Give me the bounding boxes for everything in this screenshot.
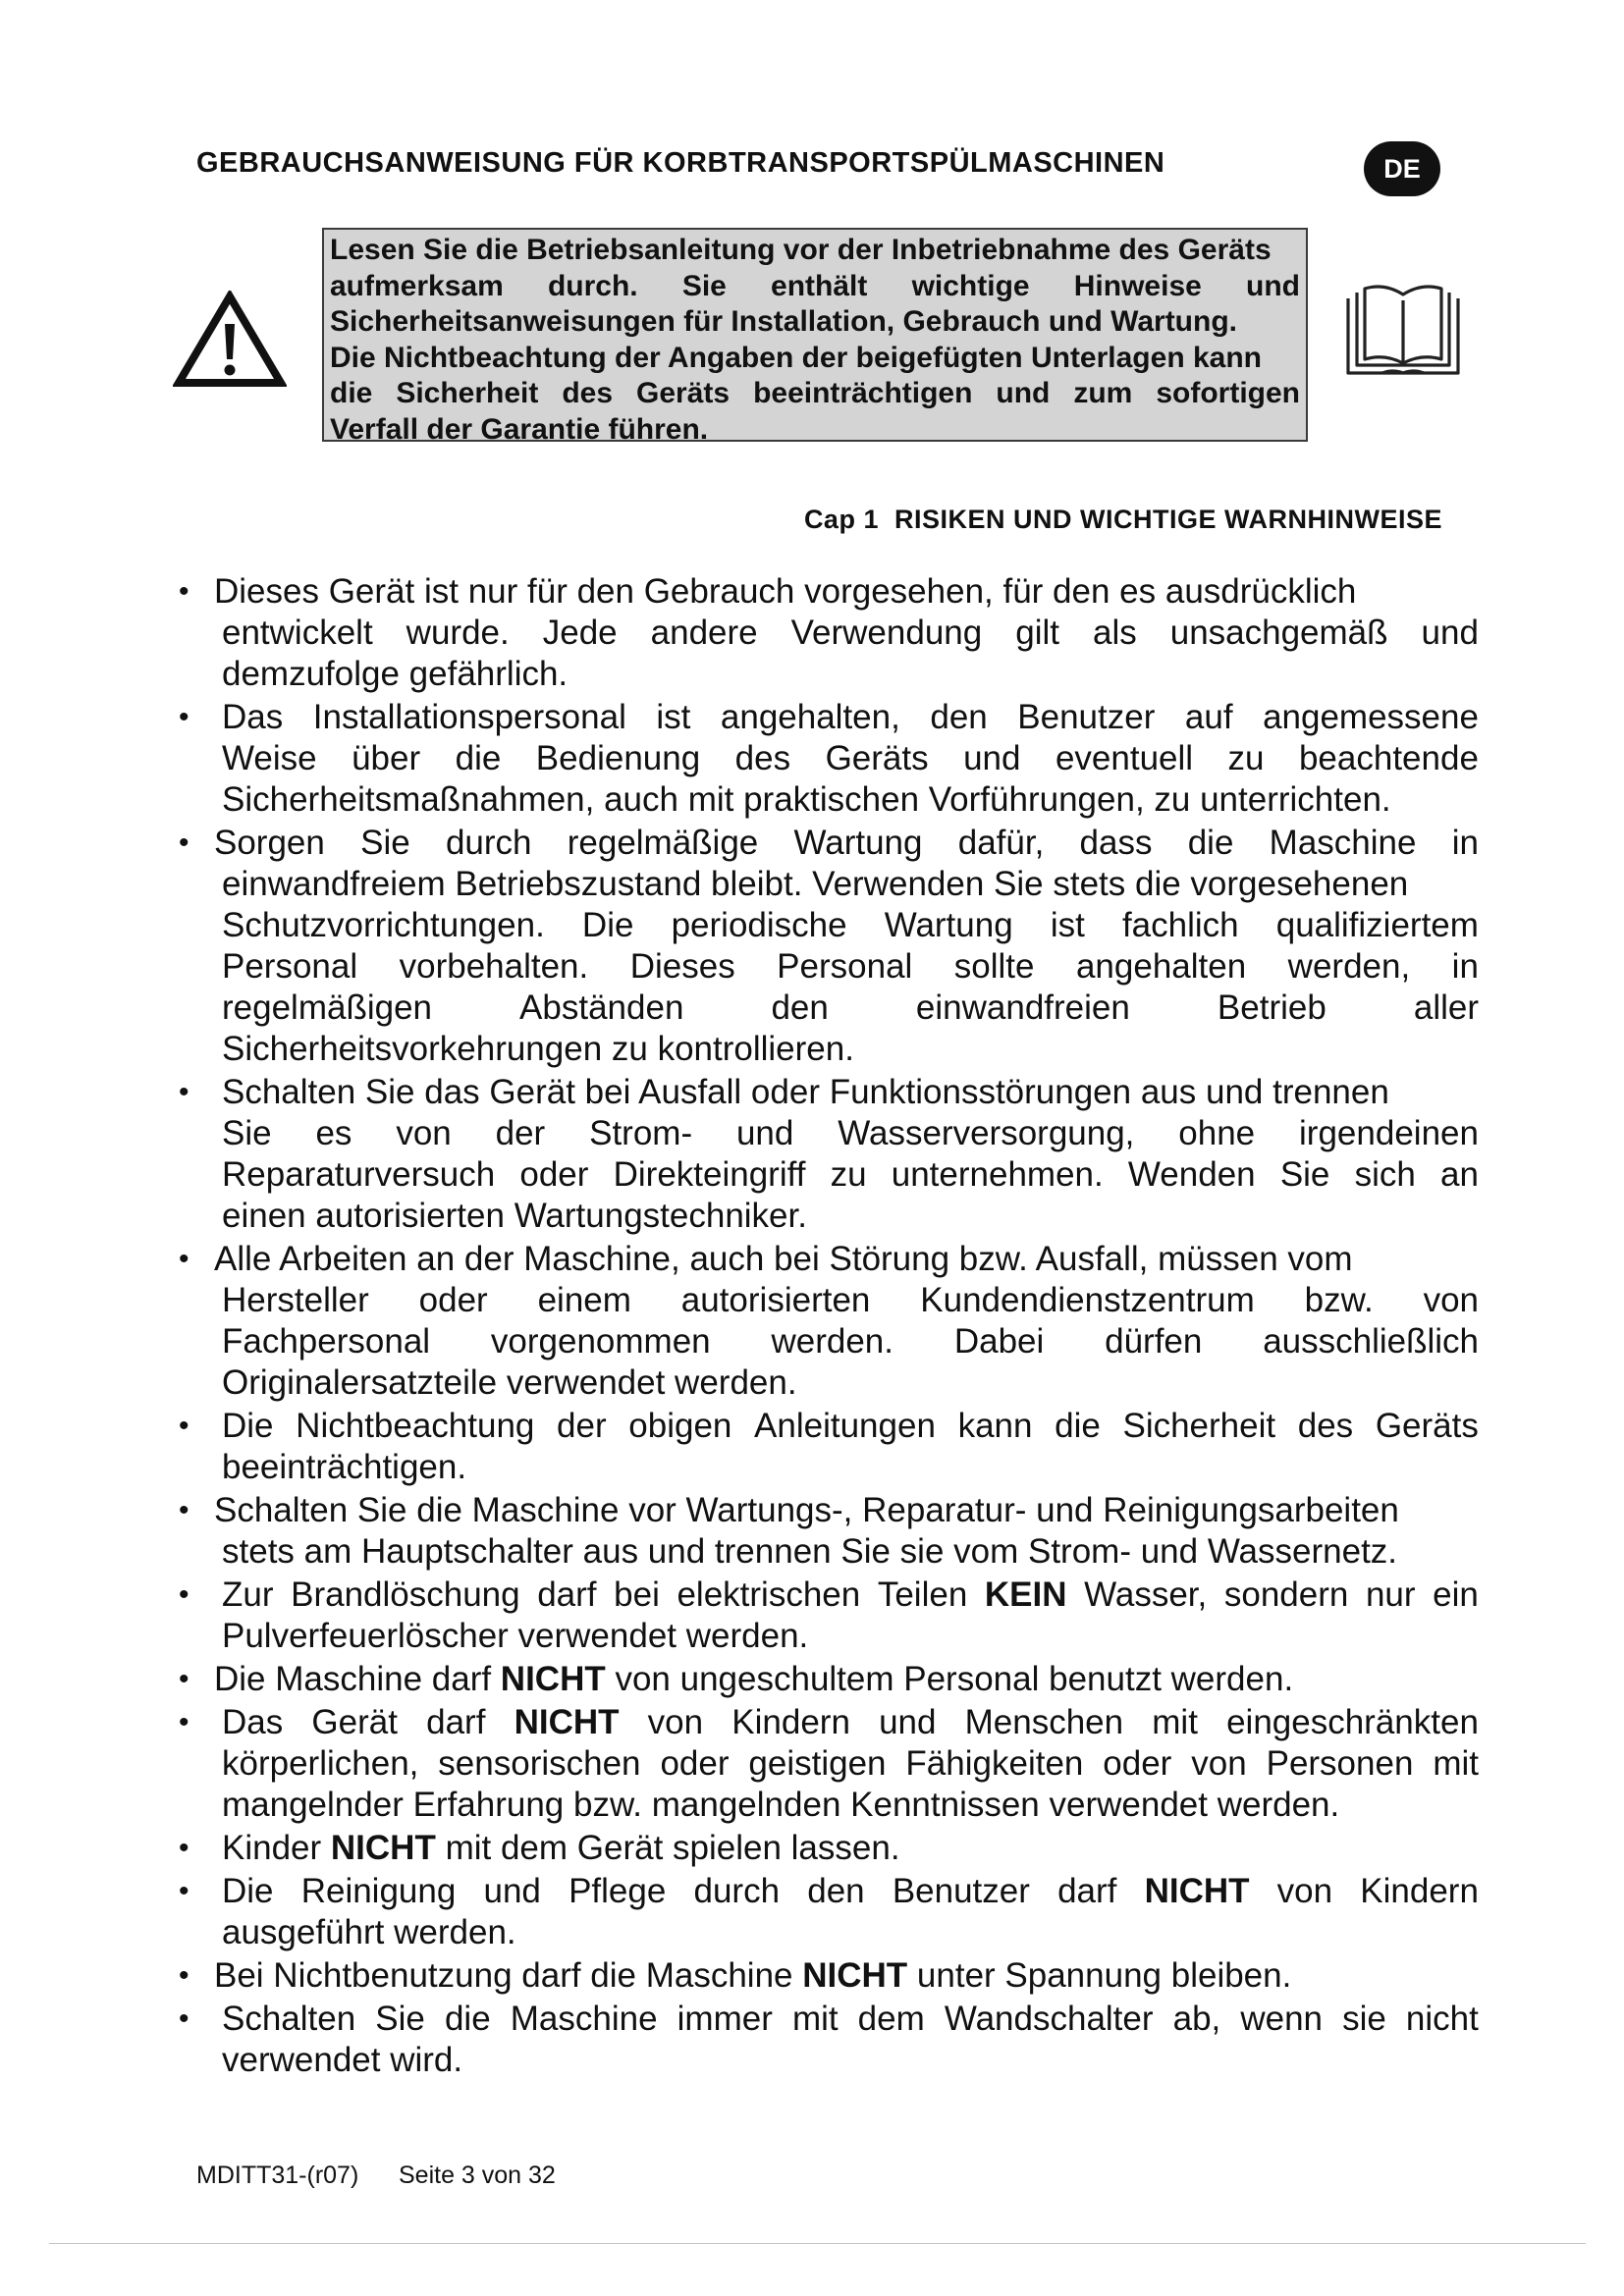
open-book-icon [1343, 277, 1463, 383]
notice-box [322, 228, 1308, 442]
list-item-line: Personal vorbehalten. Dieses Personal sollte angehalten werden, in [222, 947, 1479, 986]
bullet-marker: • [179, 2002, 189, 2035]
list-item [173, 823, 1479, 1070]
bullet-marker: • [179, 827, 189, 859]
language-badge: DE [1364, 141, 1440, 196]
document-title: GEBRAUCHSANWEISUNG FÜR KORBTRANSPORTSPÜLMASCHINEN [196, 147, 1165, 179]
list-item-line: Zur Brandlöschung darf bei elektrischen Teilen KEIN Wasser, sondern nur ein [222, 1575, 1479, 1614]
list-item-line: Sicherheitsvorkehrungen zu kontrollieren. [222, 1030, 854, 1068]
list-item-line: Sie es von der Strom- und Wasserversorgung, ohne irgendeinen [222, 1114, 1479, 1152]
footer-page-number: Seite 3 von 32 [399, 2162, 556, 2189]
list-item [173, 1490, 1479, 1573]
list-item-line: verwendet wird. [222, 2041, 463, 2079]
notice-line: Die Nichtbeachtung der Angaben der beigefügten Unterlagen kann [330, 341, 1262, 374]
list-item-line: Fachpersonal vorgenommen werden. Dabei dürfen ausschließlich [222, 1322, 1479, 1361]
bullet-marker: • [179, 1959, 189, 1992]
notice-line: Lesen Sie die Betriebsanleitung vor der Inbetriebnahme des Geräts [330, 234, 1272, 266]
list-item-line: einwandfreiem Betriebszustand bleibt. Verwenden Sie stets die vorgesehenen [222, 865, 1409, 903]
list-item [173, 1871, 1479, 1953]
list-item [173, 1406, 1479, 1488]
footer-divider [49, 2243, 1586, 2244]
footer-document-id: MDITT31-(r07) [196, 2162, 359, 2189]
chapter-title: RISIKEN UND WICHTIGE WARNHINWEISE [893, 505, 1442, 534]
list-item-line: Schalten Sie die Maschine immer mit dem Wandschalter ab, wenn sie nicht [222, 2000, 1479, 2038]
bullet-marker: • [179, 1832, 189, 1864]
list-item-line: Pulverfeuerlöscher verwendet werden. [222, 1617, 809, 1655]
list-item-line: Originalersatzteile verwendet werden. [222, 1363, 797, 1402]
list-item-line: Schalten Sie die Maschine vor Wartungs-, Reparatur- und Reinigungsarbeiten [214, 1491, 1399, 1529]
list-item [173, 1575, 1479, 1657]
list-item-line: Weise über die Bedienung des Geräts und eventuell zu beachtende [222, 739, 1479, 777]
list-item-line: Reparaturversuch oder Direkteingriff zu unternehmen. Wenden Sie sich an [222, 1155, 1479, 1194]
list-item [173, 1999, 1479, 2081]
list-item-line: Dieses Gerät ist nur für den Gebrauch vorgesehen, für den es ausdrücklich [214, 572, 1357, 611]
list-item-line: Das Installationspersonal ist angehalten, den Benutzer auf angemessene [222, 698, 1479, 736]
chapter-heading [804, 505, 1442, 535]
bullet-marker: • [179, 575, 189, 608]
bullet-marker: • [179, 1875, 189, 1907]
list-item [173, 1659, 1479, 1700]
list-item-line: Sorgen Sie durch regelmäßige Wartung dafür, dass die Maschine in [214, 824, 1479, 862]
list-item-line: Bei Nichtbenutzung darf die Maschine NICHT unter Spannung bleiben. [214, 1956, 1292, 1995]
list-item-line: demzufolge gefährlich. [222, 655, 568, 693]
list-item-line: Alle Arbeiten an der Maschine, auch bei Störung bzw. Ausfall, müssen vom [214, 1240, 1353, 1278]
list-item [173, 1828, 1479, 1869]
list-item-line: entwickelt wurde. Jede andere Verwendung gilt als unsachgemäß und [222, 614, 1479, 652]
bullet-marker: • [179, 1410, 189, 1442]
bullet-marker: • [179, 1243, 189, 1275]
list-item [173, 571, 1479, 695]
list-item-line: Die Reinigung und Pflege durch den Benutzer darf NICHT von Kindern [222, 1872, 1479, 1910]
list-item-line: Kinder NICHT mit dem Gerät spielen lassen. [222, 1829, 900, 1867]
notice-line: die Sicherheit des Geräts beeinträchtigen und zum sofortigen [330, 377, 1300, 409]
list-item-line: ausgeführt werden. [222, 1913, 516, 1951]
list-item-line: regelmäßigen Abständen den einwandfreien Betrieb aller [222, 988, 1479, 1027]
warning-triangle-icon [173, 291, 287, 389]
list-item-line: Sicherheitsmaßnahmen, auch mit praktischen Vorführungen, zu unterrichten. [222, 780, 1391, 819]
list-item [173, 1702, 1479, 1826]
list-item-line: mangelnder Erfahrung bzw. mangelnden Kenntnissen verwendet werden. [222, 1786, 1340, 1824]
list-item-line: Die Maschine darf NICHT von ungeschultem Personal benutzt werden. [214, 1660, 1294, 1698]
bullet-marker: • [179, 1076, 189, 1108]
bullet-marker: • [179, 1578, 189, 1611]
bullet-marker: • [179, 1494, 189, 1526]
list-item [173, 1072, 1479, 1237]
chapter-number: Cap 1 [803, 505, 879, 534]
list-item-line: beeinträchtigen. [222, 1448, 467, 1486]
notice-line: aufmerksam durch. Sie enthält wichtige Hinweise und [330, 269, 1300, 302]
list-item-line: einen autorisierten Wartungstechniker. [222, 1197, 807, 1235]
list-item-line: Hersteller oder einem autorisierten Kundendienstzentrum bzw. von [222, 1281, 1479, 1319]
bullet-marker: • [179, 1663, 189, 1695]
list-item-line: Schutzvorrichtungen. Die periodische Wartung ist fachlich qualifiziertem [222, 906, 1479, 944]
notice-line: Verfall der Garantie führen. [330, 412, 709, 442]
notice-line: Sicherheitsanweisungen für Installation, Gebrauch und Wartung. [330, 305, 1237, 338]
list-item [173, 697, 1479, 821]
list-item-line: Das Gerät darf NICHT von Kindern und Menschen mit eingeschränkten [222, 1703, 1479, 1741]
warning-list [173, 571, 1479, 2083]
list-item-line: körperlichen, sensorischen oder geistigen Fähigkeiten oder von Personen mit [222, 1744, 1479, 1783]
list-item-line: Die Nichtbeachtung der obigen Anleitungen kann die Sicherheit des Geräts [222, 1407, 1479, 1445]
list-item-line: Schalten Sie das Gerät bei Ausfall oder Funktionsstörungen aus und trennen [222, 1073, 1389, 1111]
bullet-marker: • [179, 701, 189, 733]
list-item-line: stets am Hauptschalter aus und trennen Sie sie vom Strom- und Wassernetz. [222, 1532, 1398, 1571]
bullet-marker: • [179, 1706, 189, 1738]
list-item [173, 1955, 1479, 1997]
list-item [173, 1239, 1479, 1404]
